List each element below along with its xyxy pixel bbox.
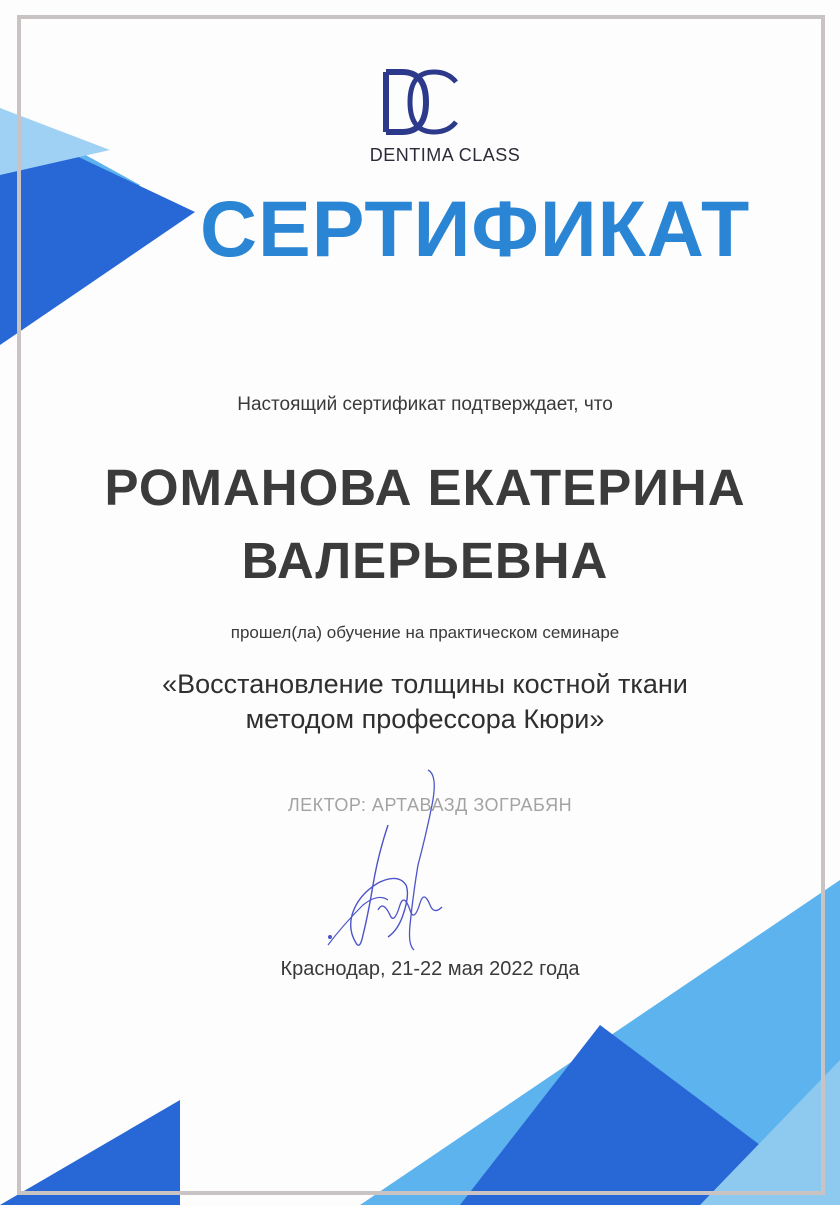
certificate-title: СЕРТИФИКАТ [200,184,751,273]
seminar-title-line1: «Восстановление толщины костной ткани [162,669,688,699]
dc-monogram-logo [0,68,840,138]
brand-name: DENTIMA CLASS [369,145,521,165]
completion-text: прошел(ла) обучение на практическом семинаре [230,623,620,642]
recipient-name-line2: ВАЛЕРЬЕВНА [241,532,609,589]
place-and-date: Краснодар, 21-22 мая 2022 года [280,958,580,980]
confirmation-text: Настоящий сертификат подтверждает, что [237,394,613,415]
seminar-title-line2: методом профессора Кюри» [245,704,605,734]
handwritten-signature [318,765,448,965]
recipient-name-line1: РОМАНОВА ЕКАТЕРИНА [104,459,746,516]
lecturer-line: ЛЕКТОР: АРТАВАЗД ЗОГРАБЯН [287,795,573,815]
